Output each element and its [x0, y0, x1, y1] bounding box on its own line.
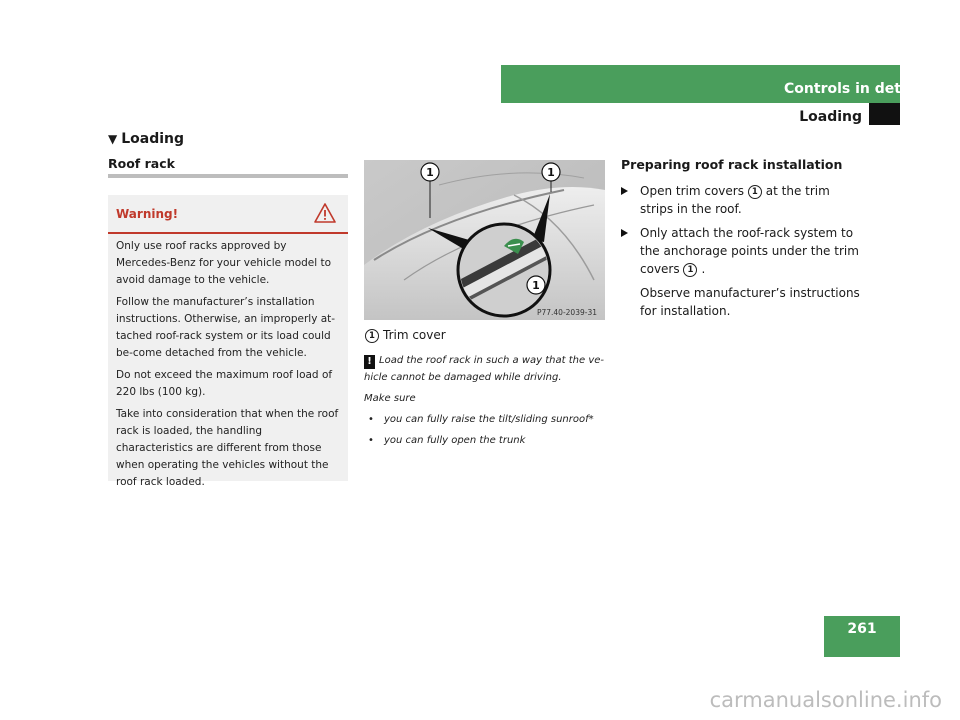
note-text: Load the roof rack in such a way that the ve-hicle cannot be damaged while driving. [364, 355, 605, 383]
heading-marker: ▼ [108, 132, 118, 146]
note-bullet: • you can fully open the trunk [364, 432, 608, 449]
figure-callout-label: 1 [547, 166, 555, 179]
figure-callout-label: 1 [426, 166, 434, 179]
warning-text [116, 238, 342, 496]
step-text: . [701, 262, 706, 276]
section-tab-marker [869, 103, 900, 125]
instructions-column [621, 156, 866, 320]
warning-rule [108, 232, 348, 234]
figure-callout-label: 1 [532, 279, 540, 292]
roof-rack-subheading: Roof rack [108, 156, 175, 171]
observe-text: Observe manufacturer’s instructions for installation. [640, 286, 860, 318]
callout-number: 1 [748, 185, 762, 199]
step-arrow-icon [621, 187, 628, 195]
subheading-rule [108, 174, 348, 178]
exclamation-icon: ! [364, 355, 375, 369]
note-bullet: • you can fully raise the tilt/sliding sunroof* [364, 411, 608, 428]
page-heading [108, 131, 184, 147]
warning-paragraph: Follow the manufacturer’s installation instructions. Otherwise, an improperly at-tached roof-rack system or its load could be-come detached from the vehicle. [116, 296, 336, 359]
caption-text: Trim cover [383, 328, 446, 342]
warning-box [108, 195, 348, 488]
warning-paragraph: Do not exceed the maximum roof load of 220 lbs (100 kg). [116, 369, 333, 398]
watermark: carmanualsonline.info [709, 688, 942, 712]
figure-code: P77.40-2039-31 [536, 308, 597, 317]
step-text: at the trim strips in the roof. [640, 184, 830, 216]
roof-illustration [364, 160, 605, 320]
callout-number: 1 [365, 329, 379, 343]
step-text: Open trim covers [640, 184, 744, 198]
instructions-heading: Preparing roof rack installation [621, 157, 843, 172]
make-sure-text: Make sure [364, 393, 416, 404]
page-number: 261 [847, 621, 877, 637]
warning-paragraph: Only use roof racks approved by Mercedes-Benz for your vehicle model to avoid damage to the vehicle. [116, 240, 332, 286]
page-heading-text: Loading [121, 131, 185, 147]
instruction-step [621, 224, 866, 278]
warning-paragraph: Take into consideration that when the roof rack is loaded, the handling characteristics are different from those when operating the vehicles without the roof rack loaded. [116, 408, 339, 488]
roof-trim-cover-figure [364, 160, 605, 320]
step-arrow-icon [621, 229, 628, 237]
step-text: Only attach the roof-rack system to the anchorage points under the trim covers [640, 226, 859, 276]
figure-caption [365, 328, 446, 343]
warning-triangle-icon [314, 203, 336, 223]
page-number-box [824, 616, 900, 657]
chapter-title: Controls in detail [784, 81, 920, 97]
note-block [364, 352, 608, 453]
callout-number: 1 [683, 263, 697, 277]
section-title: Loading [799, 109, 862, 125]
instruction-step [621, 182, 866, 218]
warning-title: Warning! [116, 207, 179, 221]
